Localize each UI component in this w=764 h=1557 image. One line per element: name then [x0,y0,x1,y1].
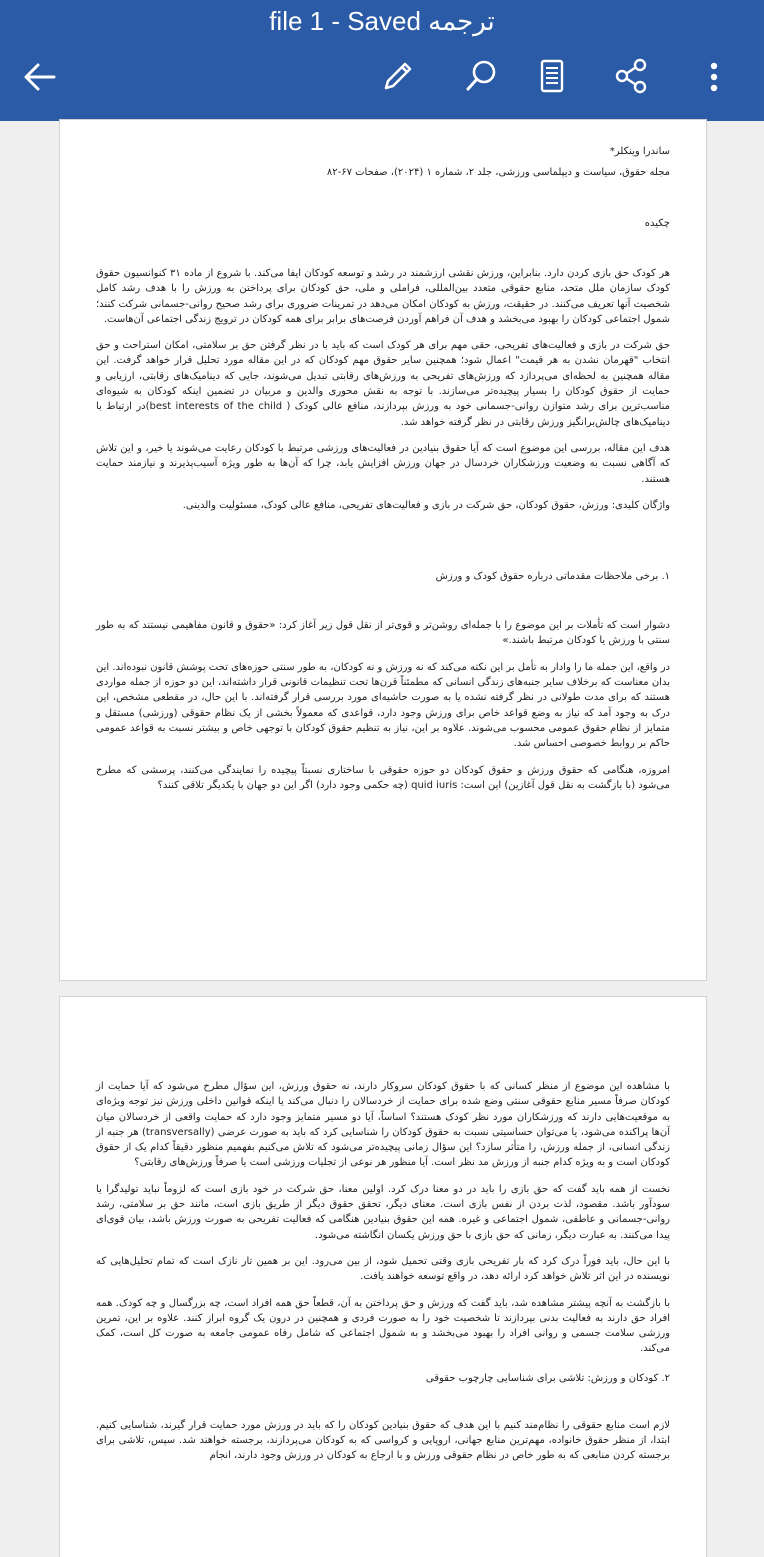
body-paragraph: دشوار است که تأملات بر این موضوع را با جمله‌ای روشن‌تر و قوی‌تر از نقل قول زیر آغاز کرد: «حقوق و قانون مفاهیمی نیستند که به طور سنتی با ورزش یا کودکان مرتبط باشند.» [96,620,670,647]
body-paragraph: امروزه، هنگامی که حقوق ورزش و حقوق کودکان دو حوزه حقوقی با ساختاری نسبتاً پیچیده را نمایندگی می‌کنند، پرسشی که مطرح می‌شود (با بازگشت به نقل قول آغازین) این است: quid iuris (چه حکمی وجود دارد) اگر این دو جهان با یکدیگر تلاقی کنند؟ [96,764,670,791]
abstract-paragraph: هر کودک حق بازی کردن دارد. بنابراین، ورزش نقشی ارزشمند در رشد و توسعه کودکان ایفا می‌کند. با شروع از ماده ۳۱ کنوانسیون حقوق کودک سازمان ملل متحد، منابع حقوقی متعدد بین‌المللی، فراملی و ملی، حق کودکان برای پرداختن به ورزش را با هدف رشد کامل شخصیت آنها تعریف می‌کنند. در حقیقت، ورزش به کودکان امکان می‌دهد در تمرینات ضروری برای رشد صحیح روانی-جسمانی شرکت کنند؛ شمول اجتماعی کودکان را بهبود می‌بخشد و هدف آن فراهم آوردن فرصت‌های برابر برای همه کودکان در ترویج زندگی اجتماعی آن‌هاست. [96,268,670,325]
body-paragraph: با بازگشت به آنچه پیشتر مشاهده شد، باید گفت که ورزش و حق پرداختن به آن، قطعاً حق همه افراد است، چه بزرگسال و چه کودک. همه افراد حق دارند به فعالیت بدنی بپردازند تا شخصیت خود را به صورت فردی و همچنین در درون یک گروه ابراز کنند. علاوه بر این، تمرین ورزشی سلامت جسمی و روانی افراد را بهبود می‌بخشد و به شمول اجتماعی که شامل رفاه عمومی جامعه به صورت کل است، کمک می‌کند. [96,1297,670,1355]
body-paragraph: با مشاهده این موضوع از منظر کسانی که با حقوق کودکان سروکار دارند، نه حقوق ورزش، این سؤال مطرح می‌شود که آیا حمایت از کودکان صرفاً مسیر منابع حقوقی سنتی وضع شده برای حمایت از خردسالان را دنبال می‌کند یا اینکه قوانین داخلی ورزش نیز توجه ویژه‌ای به موقعیت‌هایی دارند که ورزشکاران مورد نظر کودک هستند؟ اساساً، آیا دو مسیر متمایز وجود دارد که حمایت واقعی از خردسالان میان آن‌ها پراکنده می‌شود، یا می‌توان حساسیتی نسبت به حقوق کودکان را شناسایی کرد که باید به صورت عرضی (transversally) هر جنبه از زندگی انسانی، از جمله ورزش، را متأثر سازد؟ این سؤال زمانی پیچیده‌تر می‌شود که تلاش می‌کنیم بفهمیم منظور دقیقاً کدام یک از حقوق کودکان است و به ویژه کدام جنبه از ورزش مد نظر است. آیا منظور هر نوعی از تجلیات ورزشی است یا صرفاً ورزش‌های رقابتی؟ [96,1081,670,1169]
pencil-icon[interactable] [376,54,420,98]
document-page-2[interactable] [60,997,706,1557]
back-arrow-icon[interactable] [18,55,62,99]
more-vertical-icon[interactable] [692,55,736,99]
body-paragraph: در واقع، این جمله ما را وادار به تأمل بر این نکته می‌کند که نه ورزش و نه کودکان، به طور سنتی حوزه‌های تحت پوشش قانون نبوده‌اند. این بدان معناست که برخلاف سایر جنبه‌های زندگی انسانی که مطمئناً قرن‌ها تحت تنظیمات قانونی قرار داشته‌اند، این دو حوزه از جمله مواردی هستند که برای مدت طولانی در نظر گرفته نشده یا به صورت حاشیه‌ای مورد بررسی قرار گرفته‌اند. با این حال، در مقطعی مشخص، این درک به وجود آمد که نیاز به وضع قواعد خاص برای ورزش وجود دارد، قواعدی که معمولاً بخشی از یک نظام حقوقی (ورزشی) مستقل و متمایز از نظام حقوق عمومی محسوب می‌شوند. علاوه بر این، نیاز به تنظیم حقوق کودکان با توجهی خاص و بیشتر نسبت به قواعد عمومی حاکم بر روابط خصوصی احساس شد. [96,661,670,750]
share-icon[interactable] [610,54,654,98]
body-paragraph: لازم است منابع حقوقی را نظام‌مند کنیم با این هدف که حقوق بنیادین کودکان را که باید در ورزش مورد حمایت قرار گیرند، شناسایی کنیم. ابتدا، از منظر حقوق خانواده، مهم‌ترین منابع جهانی، اروپایی و کرواسی که به کودکان می‌پردازند، برجسته خواهند شد. سپس، تلاشی برای برجسته کردن منابعی که به طور خاص در نظام حقوقی ورزش و با ارجاع به کودکان در ورزش وجود دارند، انجام [96,1419,670,1462]
document-title: file 1 - Saved ترجمه [269,6,495,36]
author-line: ساندرا وینکلر* [609,146,670,157]
keywords-line: واژگان کلیدی: ورزش، حقوق کودکان، حق شرکت در بازی و فعالیت‌های تفریحی، منافع عالی کودک، مسئولیت والدینی. [182,499,670,511]
section-2-heading: ۲. کودکان و ورزش: تلاشی برای شناسایی چارچوب حقوقی [425,1372,670,1384]
section-1-heading: ۱. برخی ملاحظات مقدماتی درباره حقوق کودک و ورزش [435,571,670,583]
abstract-paragraph: هدف این مقاله، بررسی این موضوع است که آیا حقوق بنیادین در فعالیت‌های ورزشی مرتبط با کودکان رعایت می‌شوند یا خیر، و این تلاش که آگاهی نسبت به وضعیت ورزشکاران خردسال در جهان ورزش افزایش یابد، چرا که آن‌ها به طور ویژه آسیب‌پذیرند و نیازمند حمایت هستند. [96,442,670,485]
journal-citation: مجله حقوق، سیاست و دیپلماسی ورزشی، جلد ۲، شماره ۱ (۲۰۲۴)، صفحات ۶۷-۸۲ [326,167,670,178]
body-paragraph: با این حال، باید فوراً درک کرد که بار تفریحی بازی وقتی تحمیل شود، از بین می‌رود. این بر همین تار نازک است که تمام تحلیل‌هایی که نویسنده در این اثر تلاش خواهد کرد ارائه دهد، در واقع توسعه خواهند یافت. [96,1255,670,1283]
abstract-paragraph: حق شرکت در بازی و فعالیت‌های تفریحی، حقی مهم برای هر کودک است که باید با در نظر گرفتن حق بر سلامتی، امکان استراحت و حق انتخاب "قهرمان نشدن به هر قیمت" اعمال شود؛ همچنین سایر حقوق مهم کودکان که در این مقاله مورد تحلیل قرار خواهد گرفت. این مقاله همچنین به لحظه‌ای می‌پردازد که ورزش‌های تفریحی به ورزش‌های رقابتی تبدیل می‌شوند، جایی که دینامیک‌های رقابتی، ارزیابی و حمایت از حقوق کودکان را بسیار پیچیده‌تر می‌سازند. با توجه به نقش محوری والدین و مربیان در تضمین اینکه کودکان به شیوه‌ای مناسب‌ترین برای رشد متوازن روانی-جسمانی خود به ورزش بپردازند، منافع عالی کودک ( best interests of the child)در ارتباط با دینامیک‌های چالش‌برانگیز ورزش رقابتی در نظر گرفته خواهد شد. [96,340,671,428]
document-page-1[interactable] [60,120,706,980]
abstract-heading: چکیده [644,218,670,229]
body-paragraph: نخست از همه باید گفت که حق بازی را باید در دو معنا درک کرد. اولین معنا، حق شرکت در خود بازی است که لزوماً نباید تولیدگرا یا سودآور باشد. مقصود، لذت بردن از نفس بازی است. معنای دیگر، تحقق حقوق دیگر از طریق بازی است، مانند حق بر سلامتی، رشد روانی-جسمانی و عاطفی، شمول اجتماعی و غیره. همه این حقوق بنیادین هنگامی که فعالیت تفریحی به صورت ورزش باشد، بیان قوی‌ای پیدا می‌کنند. به عبارت دیگر، زمانی که حق بازی با حق ورزش یکسان انگاشته می‌شود. [96,1183,670,1241]
app-toolbar [0,0,764,121]
search-icon[interactable] [460,54,504,98]
reading-view-icon[interactable] [530,54,574,98]
